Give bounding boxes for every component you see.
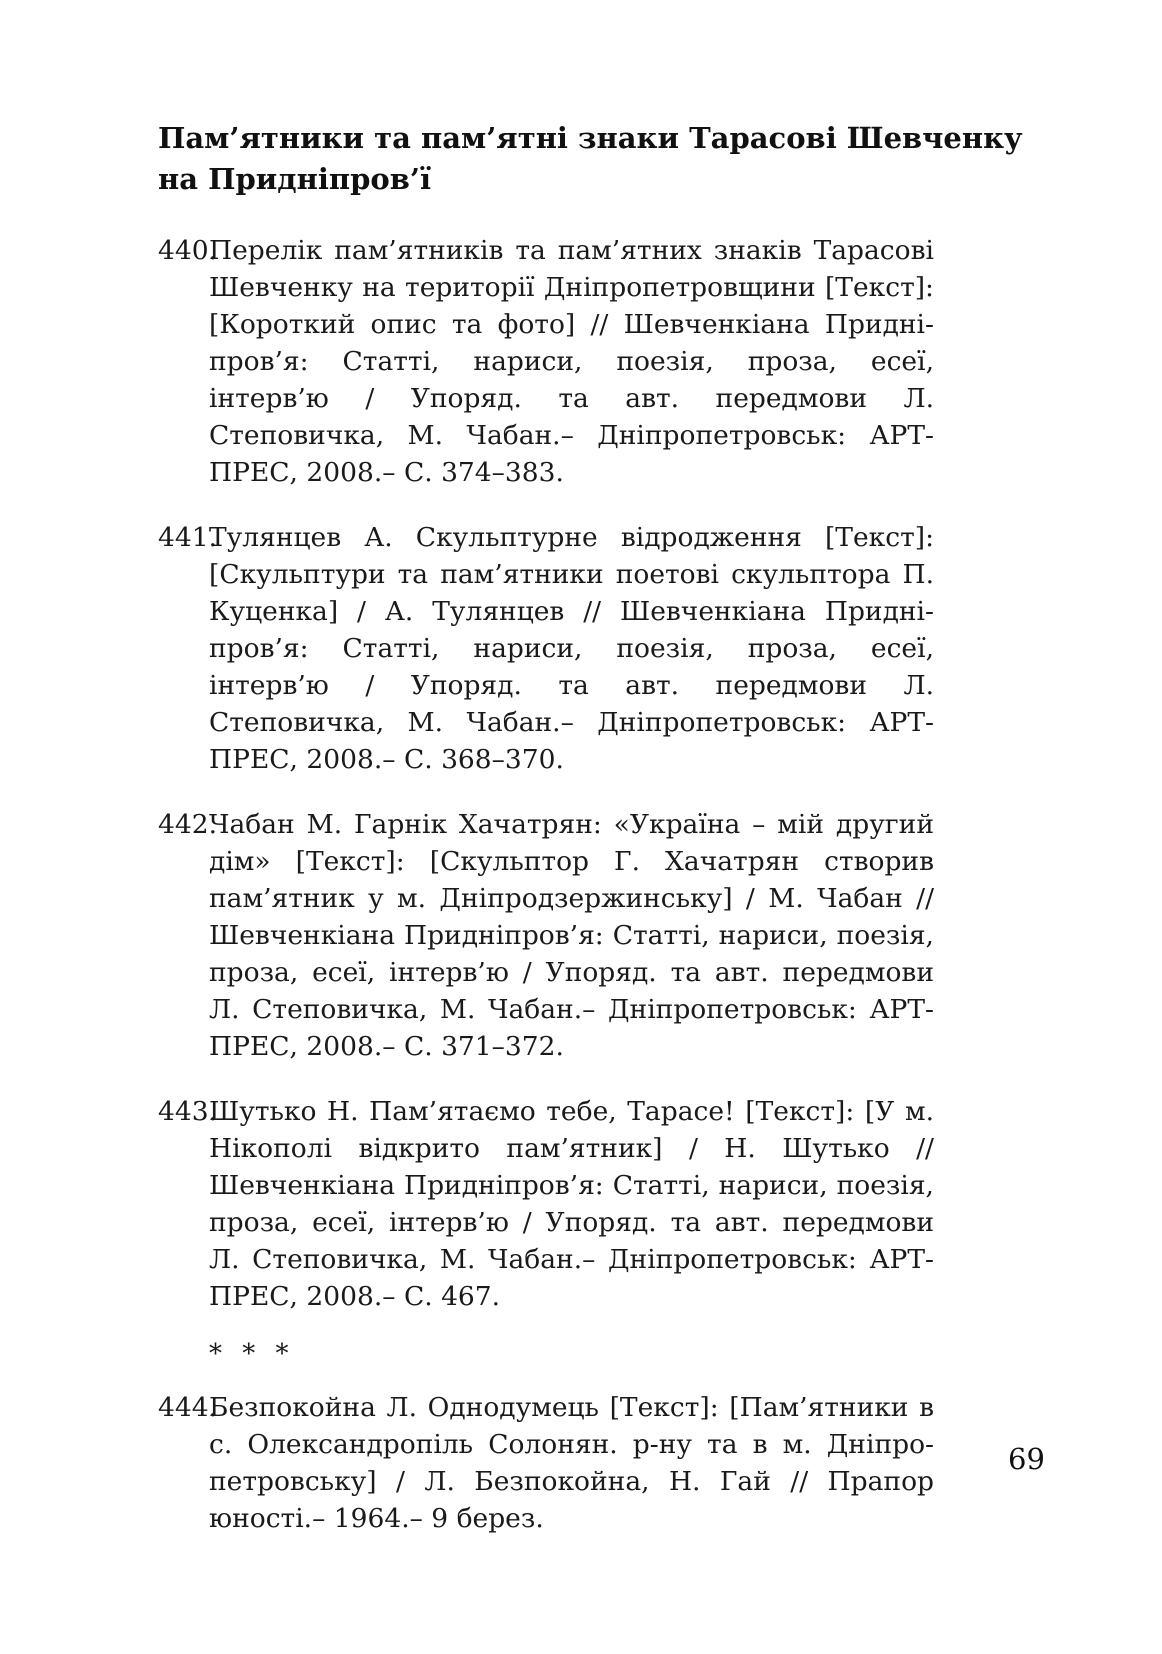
entry-text: Шутько Н. Пам’ятаємо тебе, Тарасе! [Текст]: [У м. Нікополі відкрито пам’ятник] / Н. Шутько // Шевченкіана Придніпров’я: Статті, нариси, поезія, проза, есеї, інтерв’ю / Упоряд. та авт. передмови Л. Степовичка, М. Чабан.– Дніпропетровськ: АРТ-ПРЕС, 2008.– С. 467.	[209, 1096, 934, 1312]
bibliography-entry-444	[158, 1389, 934, 1537]
entry-number: 440.	[158, 235, 218, 266]
section-heading	[158, 118, 1023, 200]
bibliography-entry-442	[158, 806, 934, 1065]
entry-text: Тулянцев А. Скульптурне відродження [Текст]: [Скульптури та пам’ятники поетові скульптора П. Куценка] / А. Тулянцев // Шевченкіана Придніпров’я: Статті, нариси, поезія, проза, есеї, інтерв’ю / Упоряд. та авт. передмови Л. Степовичка, М. Чабан.– Дніпропетровськ: АРТ-ПРЕС, 2008.– С. 368–370.	[209, 522, 934, 775]
entry-text: Чабан М. Гарнік Хачатрян: «Україна – мій другий дім» [Текст]: [Скульптор Г. Хачатрян створив пам’ятник у м. Дніпродзержинську] / М. Чабан // Шевченкіана Придніпров’я: Статті, нариси, поезія, проза, есеї, інтерв’ю / Упоряд. та авт. передмови Л. Степовичка, М. Чабан.– Дніпропетровськ: АРТ-ПРЕС, 2008.– С. 371–372.	[209, 809, 934, 1062]
bibliography-entry-441	[158, 519, 934, 778]
bibliography-entry-443	[158, 1093, 934, 1315]
entry-number: 444.	[158, 1392, 218, 1423]
entry-number: 443.	[158, 1096, 218, 1127]
section-heading-line-1: Пам’ятники та пам’ятні знаки Тарасові Шевченку	[158, 121, 1023, 155]
page-number: 69	[1008, 1442, 1045, 1476]
entry-text: Безпокойна Л. Однодумець [Текст]: [Пам’ятники в с. Олександропіль Солонян. р-ну та в м. Дніпропетровську] / Л. Безпокойна, Н. Гай // Прапор юності.– 1964.– 9 берез.	[209, 1392, 934, 1534]
entry-number: 441.	[158, 522, 218, 553]
bibliography-entry-440	[158, 232, 934, 491]
bibliography-list	[158, 232, 934, 1565]
entry-text: Перелік пам’ятників та пам’ятних знаків Тарасові Шевченку на території Дніпропетровщини [Текст]: [Короткий опис та фото] // Шевченкіана Придніпров’я: Статті, нариси, поезія, проза, есеї, інтерв’ю / Упоряд. та авт. передмови Л. Степовичка, М. Чабан.– Дніпропетровськ: АРТ-ПРЕС, 2008.– С. 374–383.	[209, 235, 934, 488]
entry-number: 442.	[158, 809, 218, 840]
section-heading-line-2: на Придніпров’ї	[158, 162, 431, 196]
section-separator: * * *	[209, 1339, 295, 1369]
